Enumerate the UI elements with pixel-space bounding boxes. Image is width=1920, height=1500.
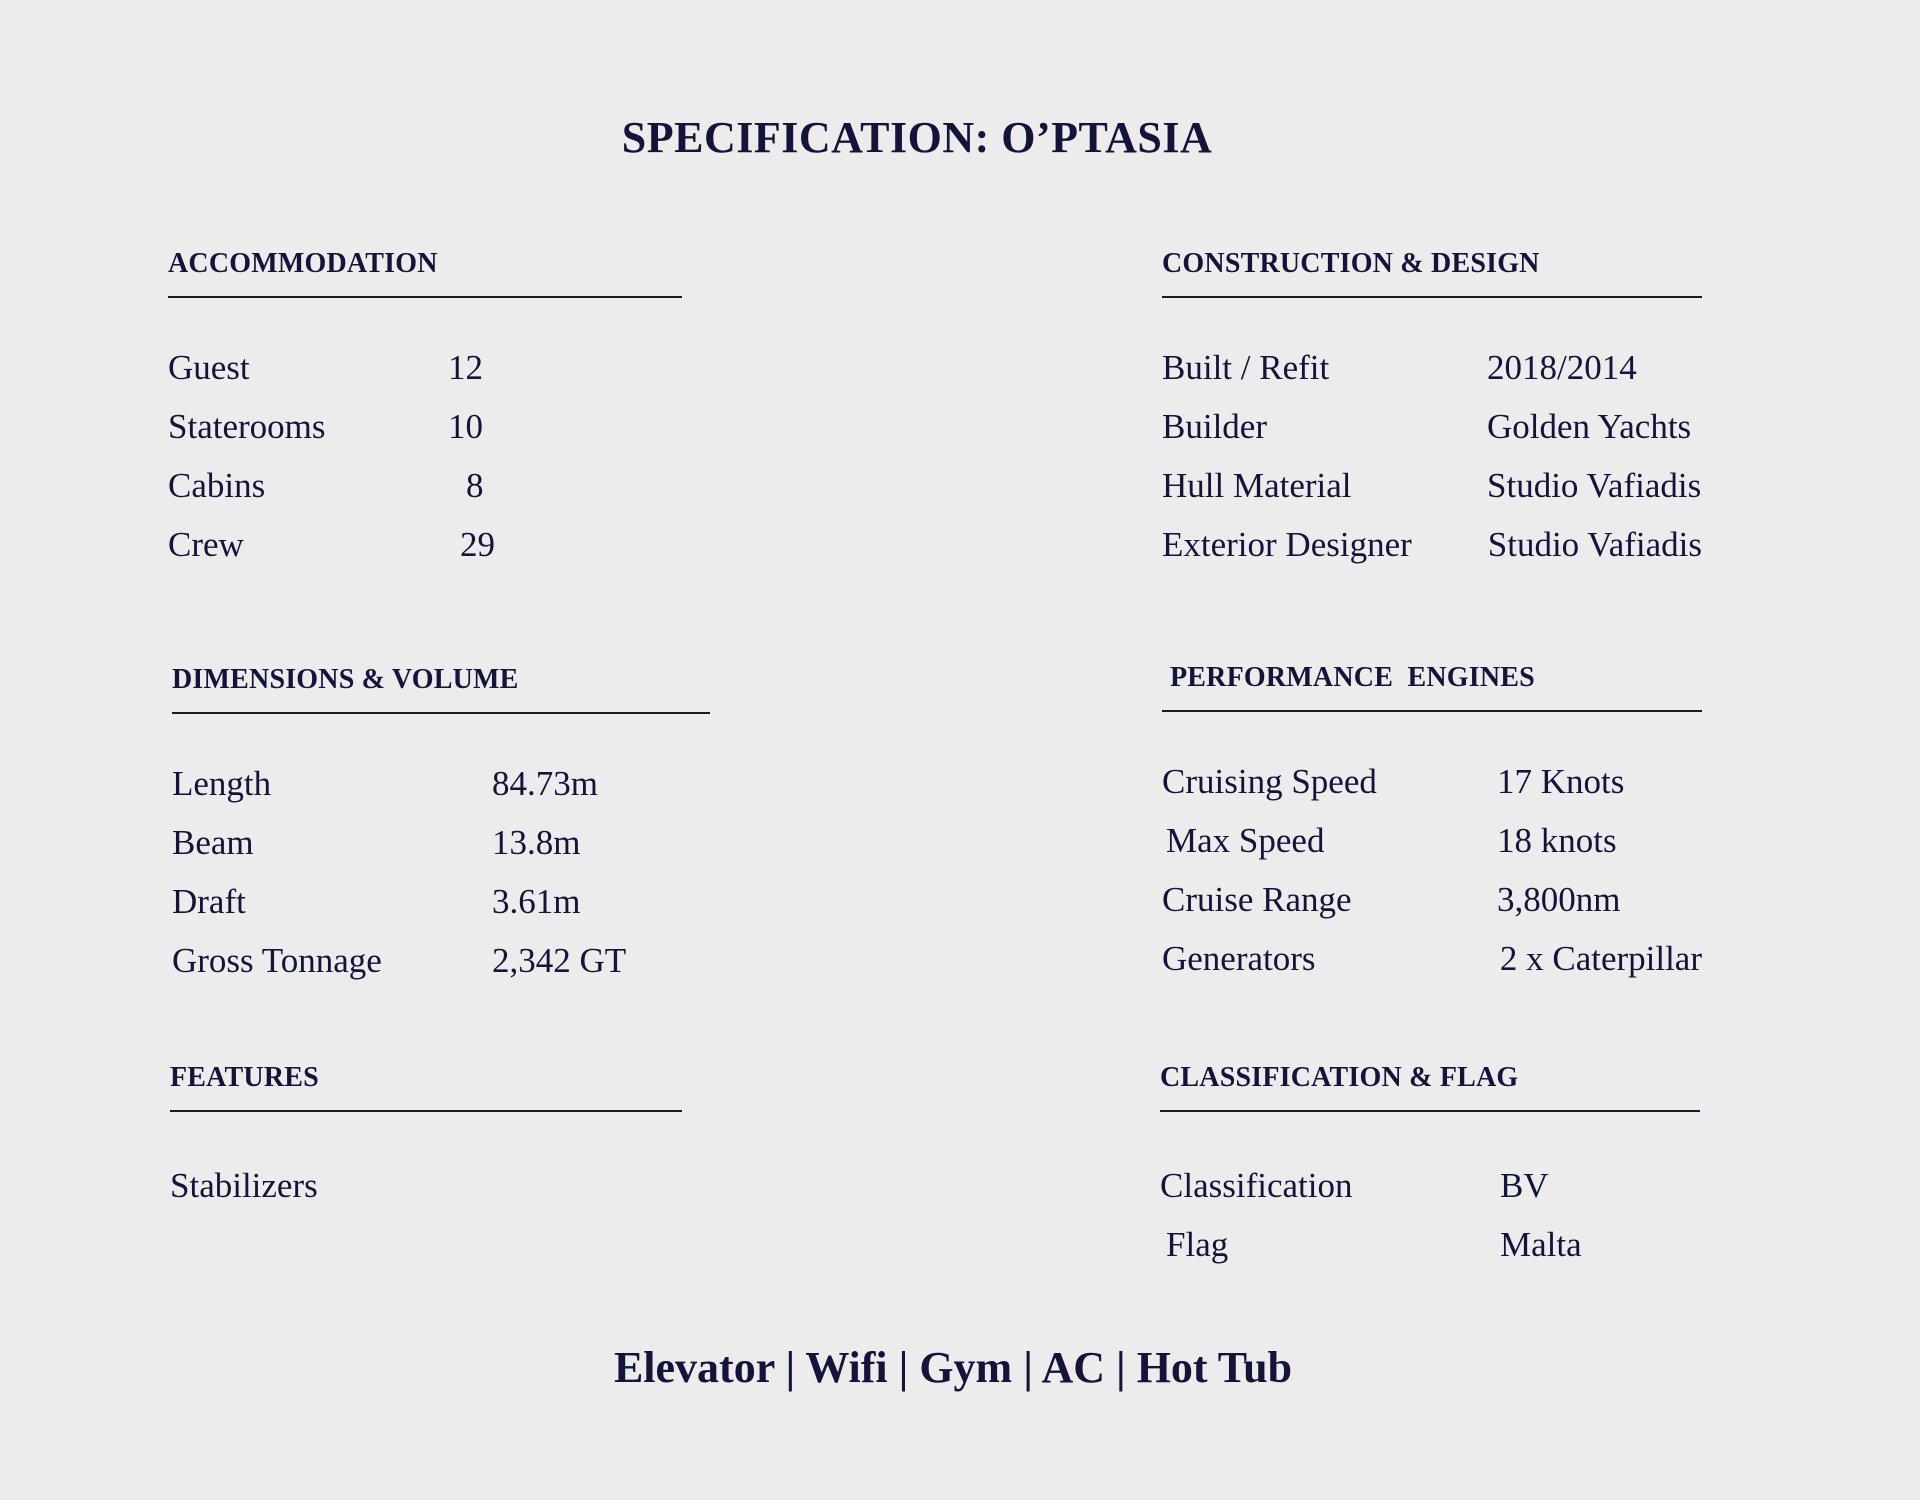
section-accommodation [168,244,682,574]
section-heading: DIMENSIONS & VOLUME [172,664,519,695]
spec-label: Flag [1166,1224,1229,1264]
spec-row-crew [168,515,682,574]
spec-value: 12 [448,347,483,387]
spec-value: 10 [448,406,483,446]
section-classification [1160,1058,1700,1274]
spec-row-gross-tonnage [172,931,710,990]
spec-value: 13.8m [492,822,581,862]
spec-row-hull-material [1162,456,1702,515]
spec-label: Generators [1162,938,1316,978]
spec-label: Cabins [168,465,266,505]
spec-row-draft [172,872,710,931]
spec-label: Length [172,763,272,803]
section-heading: ACCOMMODATION [168,248,438,279]
spec-label: Max Speed [1166,820,1325,860]
section-divider [1162,296,1702,298]
spec-value: 2,342 GT [492,940,627,980]
spec-list [168,338,682,574]
spec-row-flag [1160,1215,1700,1274]
section-heading: CONSTRUCTION & DESIGN [1162,248,1540,279]
section-features [170,1058,682,1215]
section-divider [1162,710,1702,712]
spec-list [1162,338,1702,574]
spec-value: 3,800nm [1497,879,1621,919]
section-heading: FEATURES [170,1062,319,1093]
spec-label: Exterior Designer [1162,524,1412,564]
spec-value: 2018/2014 [1487,347,1637,387]
spec-label: Draft [172,881,246,921]
spec-row-exterior-designer [1162,515,1702,574]
spec-value: Golden Yachts [1487,406,1692,446]
spec-row-guest [168,338,682,397]
section-divider [168,296,682,298]
section-divider [170,1110,682,1112]
spec-row-builder [1162,397,1702,456]
spec-label: Cruising Speed [1162,761,1377,801]
section-performance [1162,658,1702,988]
spec-row-cruise-range [1162,870,1702,929]
spec-row-staterooms [168,397,682,456]
spec-label: Classification [1160,1165,1353,1205]
spec-row-cruising-speed [1162,752,1702,811]
spec-label: Gross Tonnage [172,940,382,980]
spec-list [172,754,710,990]
section-construction [1162,244,1702,574]
spec-value: 2 x Caterpillar [1499,938,1702,978]
spec-label: Builder [1162,406,1267,446]
feature-item [170,1156,682,1215]
spec-label: Guest [168,347,250,387]
spec-value: 3.61m [492,881,581,921]
spec-row-max-speed [1162,811,1702,870]
spec-label: Built / Refit [1162,347,1330,387]
spec-row-cabins [168,456,682,515]
spec-value: 84.73m [492,763,598,803]
spec-list [1160,1156,1700,1274]
section-divider [1160,1110,1700,1112]
spec-label: Beam [172,822,254,862]
spec-value: BV [1500,1165,1549,1205]
spec-row-beam [172,813,710,872]
spec-row-length [172,754,710,813]
spec-label: Cruise Range [1162,879,1352,919]
spec-value: 8 [466,465,484,505]
section-dimensions [172,660,710,990]
spec-value: Malta [1500,1224,1582,1264]
spec-row-built-refit [1162,338,1702,397]
spec-value: Studio Vafiadis [1487,465,1702,505]
spec-row-classification [1160,1156,1700,1215]
spec-list [170,1156,682,1215]
spec-value: 17 Knots [1497,761,1625,801]
section-heading: CLASSIFICATION & FLAG [1160,1062,1519,1093]
spec-label: Crew [168,524,244,564]
spec-row-generators [1162,929,1702,988]
spec-value: Studio Vafiadis [1487,524,1702,564]
spec-list [1162,752,1702,988]
spec-label: Hull Material [1162,465,1352,505]
spec-value: 18 knots [1497,820,1617,860]
spec-label: Stabilizers [170,1165,318,1205]
spec-label: Staterooms [168,406,326,446]
section-heading: PERFORMANCE ENGINES [1170,662,1535,693]
page-title: SPECIFICATION: O’PTASIA [621,113,1213,162]
spec-value: 29 [460,524,495,564]
section-divider [172,712,710,714]
amenities-line: Elevator | Wifi | Gym | AC | Hot Tub [613,1343,1293,1392]
